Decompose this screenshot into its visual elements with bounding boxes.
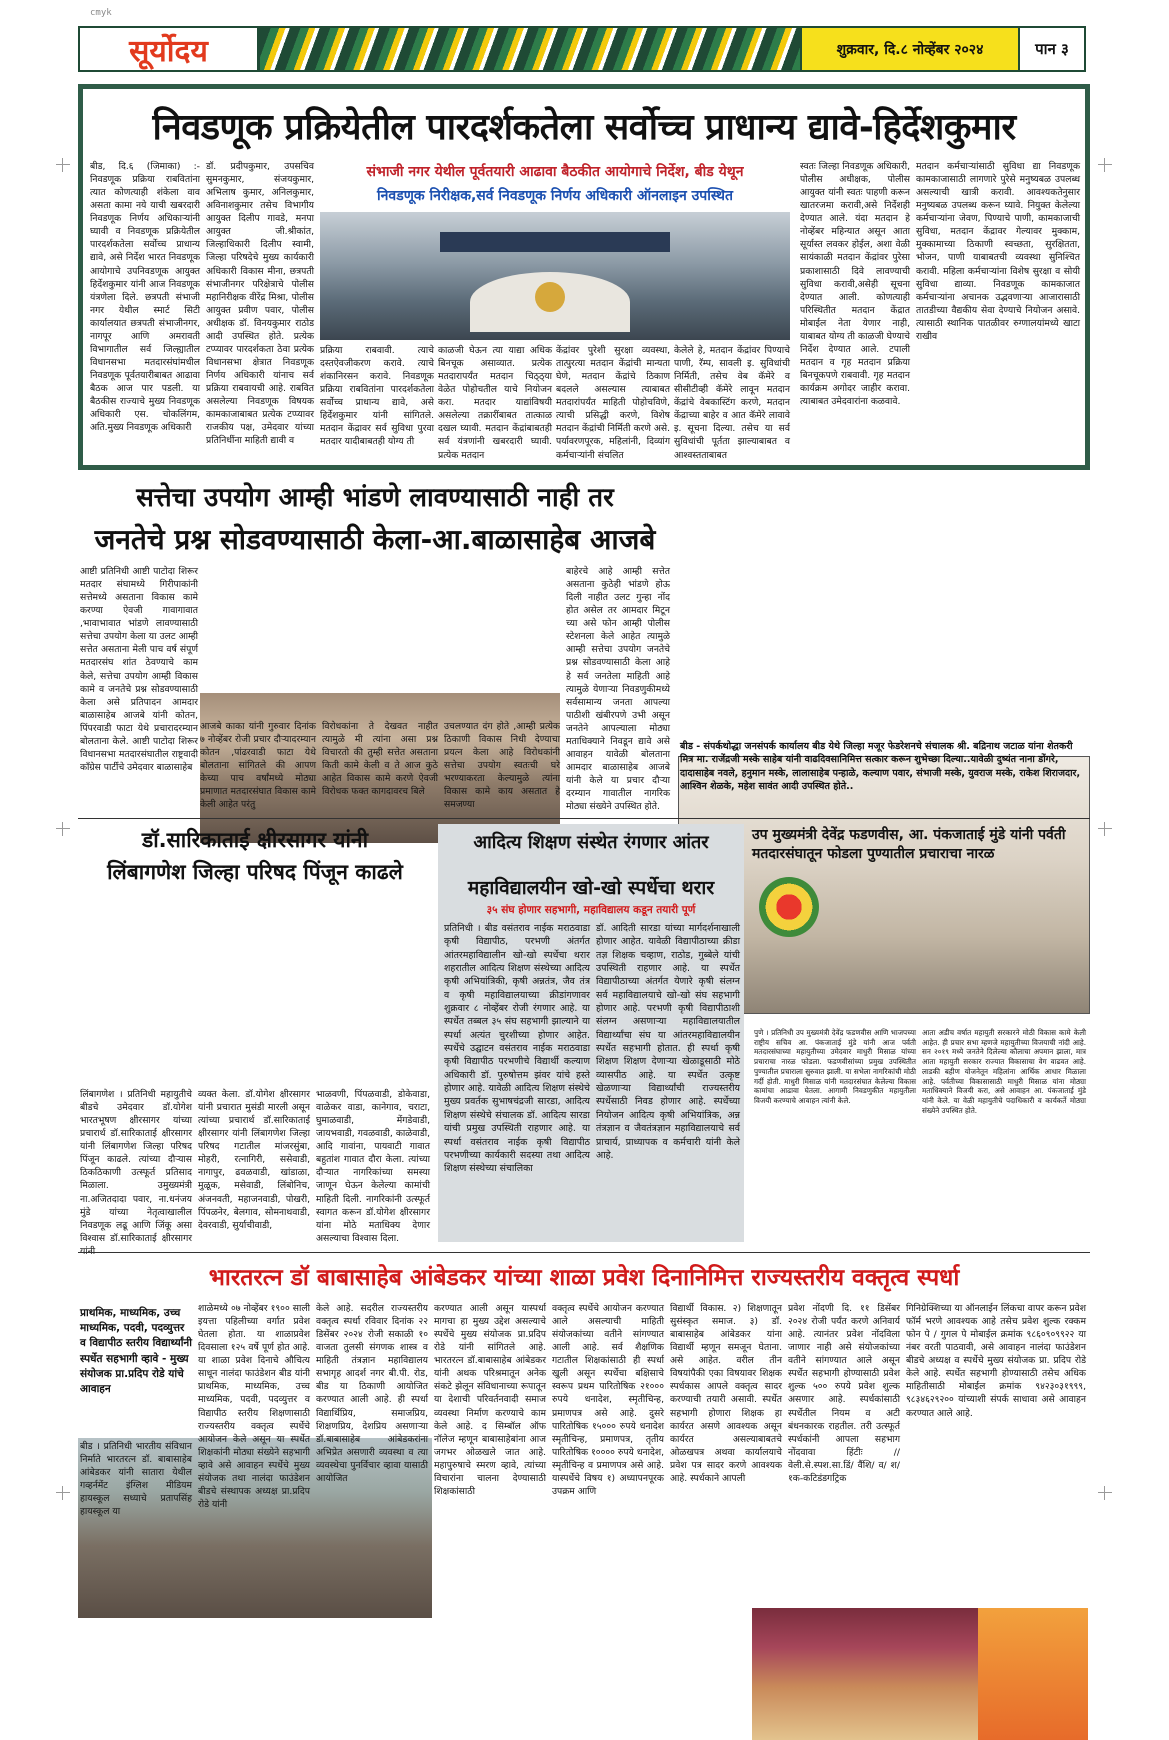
registration-mark [1098,1486,1112,1500]
ajabe-col-4: उचलण्यात दंग होते ,आम्ही प्रत्येक ठिकाणी विकास निधी देण्याचा प्रयत्न केला आहे विरोधकांनी सत्तेचा उपयोग स्वतःची घरे भरण्याकरता केल्यामुळे त्यांना विकास कामे काय असतात हे समजण्या [444,721,560,811]
ajabe-headline-2: जनतेचे प्रश्न सोडवण्यासाठी केला-आ.बाळासाहेब आजबे [94,523,656,556]
lead-col-5: केंद्रांवर पुरेशी सुरक्षा व्यवस्था, तात्पुरत्या मतदान केंद्रांची मान्यता घेणे, मतदान केंद्रांचे ठिकाण बदलले असल्यास त्याबाबत मतदारांपर्यंत माहिती पोहोचविणे, त्याची प्रसिद्धी करणे, विशेष मतदान केंद्रांची निर्मिती करणे असे. पर्यावरणपूरक, महिलांनी, दिव्यांग कर्मचाऱ्यांनी संचलित [556,345,670,461]
kho-subhead: ३५ संघ होणार सहभागी, महाविद्यालय कडून तयारी पूर्ण [486,904,696,916]
ajabe-col-1: आष्टी प्रतिनिधी आष्टी पाटोदा शिरूर मतदार संघामध्ये गिरीपाकांनी सत्तेमध्ये असताना विकास कामे करण्या ऐवजी गावागावात ,भावाभावात भांडणे लावण्यासाठी सत्तेचा उपयोग केला या उलट आम्ही सत्तेत असताना मेली पाच वर्ष संपूर्ण मतदारसंघ शांत ठेवण्याचे काम केले, सत्तेचा उपयोग आम्ही विकास कामे व जनतेचे प्रश्न सोडवण्यासाठी केला असे प्रतिपादन आमदार बाळासाहेब आजबे यांनी कोतन, पिंपरवाडी फाटा येथे प्रचारादरम्यान बोलताना केले. आष्टी पाटोदा शिरूर विधानसभा मतदारसंघातील राष्ट्रवादी काँग्रेस पार्टीचे उमेदवार बाळासाहेब [80,566,198,773]
kho-headline-2: महाविद्यालयीन खो-खो स्पर्धेचा थरार [467,877,715,899]
lead-headline: निवडणूक प्रक्रियेतील पारदर्शकतेला सर्वोच्च प्राधान्य द्यावे-हिर्देशकुमार [152,107,1016,148]
ambedkar-col-3: केले आहे. सदरील राज्यस्तरीय वक्तृत्व स्पर्धा रविवार दिनांक २२ डिसेंबर २०२४ रोजी सकाळी १० वाजता तुलसी संगणक शास्त्र व माहिती तंत्रज्ञान महाविद्यालय सभागृह आदर्श नगर बी.पी. रोड, बीड या ठिकाणी आयोजित करण्यात आली आहे. ही स्पर्धा विद्यार्थिप्रिय, समाजप्रिय, शिक्षणप्रिय, देशप्रिय असणाऱ्या डॉ.बाबासाहेब आंबेडकरांना अभिप्रेत असणारी व्यवस्था व त्या व्यवस्थेचा पुनर्विचार व्हावा यासाठी आयोजित [316,1303,428,1484]
ambedkar-col-5: वक्तृत्व स्पर्धेचे आयोजन करण्यात आले असल्याची माहिती संयोजकांच्या वतीने सांगण्यात आली आहे. सर्व शैक्षणिक गटातील शिक्षकांसाठी ही स्पर्धा खुली असून स्पर्धेचा बक्षिसाचे स्वरूप प्रथम पारितोषिक २१००० रुपये धनादेश, स्मृतीचिन्ह, प्रमाणपत्र असे आहे. दुसरे पारितोषिक १५००० रुपये धनादेश स्मृतीचिन्ह, प्रमाणपत्र, तृतीय पारितोषिक १०००० रुपये धनादेश, स्मृतीचिन्ह व प्रमाणपत्र असे आहे. यास्पर्धेचे विषय १) अध्यापनपूरक उपक्रम आणि [552,1303,664,1497]
lead-col-7: स्वतः जिल्हा निवडणूक अधिकारी, पोलीस अधीक्षक, पोलीस आयुक्त यांनी स्वतः पाहणी करून खातरजमा करावी,असे निर्देशही देण्यात आले. यंदा मतदान हे नोव्हेंबर महिन्यात असून आता सूर्यास्त लवकर होईल, अशा वेळी सायंकाळी मतदान केंद्रांवर पुरेसा प्रकाशासाठी दिवे लावण्याची सुविधा करावी,असेही सूचना देण्यात आली. कोणत्याही परिस्थितीत मतदान केंद्रात मोबाईल नेता येणार नाही, याबाबत योग्य ती काळजी घेण्याचे निर्देश देण्यात आले. टपाली मतदान व गृह मतदान प्रक्रिया बिनचूकपणे राबवावी. गृह मतदान कार्यक्रम अगोदर जाहीर करावा. त्याबाबत उमेदवारांना कळवावे. [800,161,910,408]
lead-col-1: बीड, दि.६ (जिमाका) :- निवडणूक प्रक्रिया राबवितांना त्यात कोणत्याही शंकेला वाव असता कामा नये याची खबरदारी निवडणूक निर्णय अधिकाऱ्यांनी घ्यावी व निवडणूक प्रक्रियेतील पारदर्शकतेला सर्वोच्च प्राधान्य द्यावे, असे निर्देश भारत निवडणूक आयोगाचे उपनिवडणूक आयुक्त हिर्देशकुमार यांनी आज निवडणूक यंत्रणेला दिले. छत्रपती संभाजी नगर येथील स्मार्ट सिटी कार्यालयात छत्रपती संभाजीनगर, नागपूर आणि अमरावती विभागातील सर्व जिल्ह्यातील विधानसभा मतदारसंघांमधील निवडणूक पूर्वतयारीबाबत आढावा बैठक आज पार पडली. या बैठकीस राज्याचे मुख्य निवडणूक अधिकारी एस. चोकलिंगम, अति.मुख्य निवडणूक अधिकारी [90,161,200,434]
issue-date: शुक्रवार, दि.८ नोव्हेंबर २०२४ [800,28,1018,70]
ambedkar-headline: भारतरत्न डॉ बाबासाहेब आंबेडकर यांच्या शाळा प्रवेश दिनानिमित्त राज्यस्तरीय वक्तृत्व स्पर्धा [208,1265,960,1291]
kho-col-2: डॉ. आदिती सारडा यांच्या मार्गदर्शनाखाली होणार आहेत. यावेळी विद्यापीठाच्या क्रीडा तज्ञ शिक्षक चव्हाण, राठोड, गुब्बेले यांची उपस्थिती राहणार आहे. या स्पर्धेत विद्यापीठाच्या अंतर्गत येणारे कृषी संलग्न सर्व महाविद्यालयाचे खो-खो संघ सहभागी होणार आहे. परभणी कृषी विद्यापीठाशी संलग्न असणाऱ्या महाविद्यालयातील विद्यार्थ्यांचा संघ या आंतरमहाविद्यालयीन स्पर्धेत सहभागी होतात. ही स्पर्धा कृषी शिक्षण शिक्षण देणाऱ्या खेळाडूसाठी मोठे व्यासपीठ आहे. या स्पर्धेत उत्कृष्ट खेळणाऱ्या विद्यार्थ्यांची राज्यस्तरीय स्पर्धेसाठी निवड होणार आहे. स्पर्धेच्या नियोजन आदित्य कृषी अभियांत्रिक, अन्न तंत्रज्ञान व जैवतंत्रज्ञान महाविद्यालयाचे सर्व प्राचार्य, प्राध्यापक व कर्मचारी यांनी केले आहे. [596,923,740,1161]
ambedkar-col-7: प्रवेश नोंदणी दि. ११ डिसेंबर २०२४ रोजी पर्यंत करणे अनिवार्य आहे. त्यानंतर प्रवेश नोंदविला जाणार नाही असे संयोजकांच्या वतीने सांगण्यात आले असून स्पर्धेत सहभागी होण्यासाठी प्रवेश शुल्क ५०० रुपये प्रवेश शुल्क असणार आहे. स्पर्धकांसाठी स्पर्धेतील नियम व अटी बंधनकारक राहतील. तरी उत्स्फूर्त स्पर्धकांनी आपला सहभाग नोंदवावा हिंटीः // वेली.से.स्पश.सा.डिं/ वैंशि/ व/ श/१क-कटिडंडगट्रिक [788,1303,900,1484]
lead-col-3: प्रक्रिया राबवावी. त्याचे दस्तऐवजीकरण करावे. त्याचे शंकानिरसन करावे. निवडणूक प्रक्रिया राबवितांना पारदर्शकतेला सर्वोच्च प्राधान्य द्यावे, असे हिर्देशकुमार यांनी सांगितले. मतदान केंद्रावर सर्व सुविधा पुरवा मतदार यादीबाबतही योग्य ती [320,345,434,448]
registration-mark [56,822,70,836]
ambedkar-col-1: बीड । प्रतिनिधी भारतीय संविधान निर्माते भारतरत्न डॉ. बाबासाहेब आंबेडकर यांनी सातारा येथील गव्हर्नमेंट इंग्लिश मीडियम हायस्कूल सध्याचे प्रतापसिंह हायस्कूल या [80,1441,192,1518]
kho-headline-1: आदित्य शिक्षण संस्थेत रंगणार आंतर [473,832,709,853]
ajabe-col-5: बाहेरचे आहे आम्ही सत्तेत असताना कुठेही भांडणे होऊ दिली नाहीत उलट गुन्हा नोंद होत असेल तर आमदार मिटून च्या असे फोन आम्ही पोलीस स्टेशनला केले आहेत त्यामुळे आम्ही सत्तेचा उपयोग जनतेचे प्रश्न सोडवण्यासाठी केला आहे हे सर्व जनतेला माहिती आहे त्यामुळे येणाऱ्या निवडणुकीमध्ये सर्वसामान्य जनता आपल्या पाठीशी खंबीरपणे उभी असून जनतेने आपल्याला मोठ्या मताधिक्याने निवडून द्यावे असे आवाहन यावेळी बोलताना आमदार बाळासाहेब आजबे यांनी केले या प्रचार दौऱ्या दरम्यान गावातील नागरिक मोठ्या संख्येने उपस्थित होते. [566,566,670,813]
ajabe-col-2: आजबे काका यांनी गुरुवार दिनांक ७ नोव्हेंबर रोजी प्रचार दौऱ्यादरम्यान कोतन ,पांढरवाडी फाटा येथे बोलताना सांगितले की आपण केच्या पाच वर्षांमध्ये मोठ्या प्रमाणात मतदारसंघात विकास कामे केली आहेत परंतु [200,721,316,811]
newspaper-logo: सूर्योदय [80,28,260,70]
section-divider [78,1252,1090,1253]
fadnavis-col-2: आता अडीच वर्षात महायुती सरकारने मोठी विकास कामे केली आहेत. ही प्रचार सभा म्हणजे महायुतीच्या विजयाची नांदी आहे. सन २०१९ मध्ये जनतेने दिलेल्या कौलाचा अपमान झाला, मात्र आता महायुती सरकार राज्यात विकासाचा वेग वाढवत आहे. लाडकी बहीण योजनेतून महिलांना आर्थिक आधार मिळाला आहे. पर्वतीच्या विकासासाठी माधुरी मिसाळ यांना मोठ्या मताधिक्याने विजयी करा, असे आवाहन आ. पंकजाताई मुंडे यांनी केले. या वेळी महायुतीचे पदाधिकारी व कार्यकर्ते मोठ्या संख्येने उपस्थित होते. [922,1028,1086,1115]
fadnavis-headline: उप मुख्यमंत्री देवेंद्र फडणवीस, आ. पंकजाताई मुंडे यांनी पर्वती मतदारसंघातून फोडला पुण्यातील प्रचाराचा नारळ [752,827,1066,862]
lead-col-6: केलेले हे, मतदान केंद्रांवर पिण्याचे पाणी, रॅम्प, सावली इ. सुविधांची निर्मिती, तसेच वेब कॅमेरे व सीसीटीव्ही कॅमेरे लावून मतदान केंद्रांचे वेबकास्टिंग करणे, मतदान केंद्राच्या बाहेर व आत कॅमेरे लावावे इ. सूचना दिल्या. तसेच या सर्व सुविधांची पूर्तता झाल्याबाबत व आश्वस्तताबाबत [674,345,790,461]
lead-subhead-1: संभाजी नगर येथील पूर्वतयारी आढावा बैठकीत आयोगाचे निर्देश, बीड येथून [366,164,744,180]
fadnavis-col-1: पुणे । प्रतिनिधी उप मुख्यमंत्री देवेंद्र फडणवीस आणि भाजपच्या राष्ट्रीय सचिव आ. पंकजाताई मुंडे यांनी आज पर्वती मतदारसंघाच्या महायुतीच्या उमेदवार माधुरी मिसाळ यांच्या प्रचाराचा नारळ फोडला. फडणवीसांच्या प्रमुख उपस्थितीत पुण्यातील प्रचाराला सुरुवात झाली. या सभेला नागरिकांची मोठी गर्दी होती. माधुरी मिसाळ यांनी मतदारसंघात केलेल्या विकास कामांचा आढावा घेतला. आगामी निवडणुकीत महायुतीला विजयी करण्याचे आवाहन त्यांनी केले. [754,1028,916,1106]
masthead-stripes [260,28,800,70]
ambedkar-col-6: विद्यार्थी विकास. २) शिक्षणातून सुसंस्कृत समाज. ३) डॉ. बाबासाहेब आंबेडकर यांना विद्यार्थी म्हणून समजून घेताना. असे आहेत. वरील तीन विषयांपैकी एका विषयावर शिक्षक स्पर्धकास आपले वक्तृत्व सादर करण्याची तयारी असावी. स्पर्धेत सहभागी होणारा शिक्षक हा कार्यरत असणे आवश्यक असून कार्यरत असल्याबाबतचे ओळखपत्र अथवा कार्यालयाचे प्रवेश पत्र सादर करणे आवश्यक आहे. स्पर्धकाने आपली [670,1303,782,1484]
kho-col-1: प्रतिनिधी । बीड वसंतराव नाईक मराठवाडा कृषी विद्यापीठ, परभणी अंतर्गत आंतरमहाविद्यालीन खो-खो स्पर्धेचा थरार शहरातील आदित्य शिक्षण संस्थेच्या आदित्य कृषी अभियांत्रिकी, कृषी अन्नतंत्र, जैव तंत्र व कृषी महाविद्यालयाच्या क्रीडांगणावर शुक्रवार ८ नोव्हेंबर रोजी रंगणार आहे. या स्पर्धेत तब्बल ३५ संघ सहभागी झाल्याने या स्पर्धा अत्यंत चुरशीच्या होणार आहेत. स्पर्धेचे उद्घाटन वसंतराव नाईक मराठवाडा कृषी विद्यापीठ परभणीचे विद्यार्थी कल्याण अधिकारी डॉ. पुरुषोत्तम झंवर यांचे हस्ते होणार आहे. यावेळी आदित्य शिक्षण संस्थेचे मुख्य प्रवर्तक सुभाषचंद्रजी सारडा, आदित्य शिक्षण संस्थेचे संचालक डॉ. आदित्य सारडा यांची प्रमुख उपस्थिती राहणार आहे. या स्पर्धा वसंतराव नाईक कृषी विद्यापीठ परभणीच्या कार्यकारी सदस्या तथा आदित्य शिक्षण संस्थेच्या संचालिका [444,923,590,1175]
masthead [78,26,1086,72]
lead-subhead-2: निवडणूक निरीक्षक,सर्व निवडणूक निर्णय अधिकारी ऑनलाइन उपस्थित [377,188,733,204]
ambedkar-col-2: शाळेमध्ये ०७ नोव्हेंबर १९०० साली इयत्ता पहिलीच्या वर्गात प्रवेश घेतला होता. या शाळाप्रवेश दिवसाला १२५ वर्षे पूर्ण होत आहे. या शाळा प्रवेश दिनाचे औचित्य साधून नालंदा फाउंडेशन बीड यांनी प्राथमिक, माध्यमिक, उच्च माध्यमिक, पदवी, पदव्युत्तर व विद्यापीठ स्तरीय शिक्षणासाठी राज्यस्तरीय वक्तृत्व स्पर्धेचे आयोजन केले असून या स्पर्धेत शिक्षकांनी मोठ्या संख्येने सहभागी व्हावे असे आवाहन स्पर्धेचे मुख्य संयोजक तथा नालंदा फाउंडेशन बीडचे संस्थापक अध्यक्ष प्रा.प्रदिप रोडे यांनी [198,1303,310,1510]
kshirsagar-col-1: लिंबागणेश । प्रतिनिधी महायुतीचे बीडचे उमेदवार डॉ.योगेश भारतभूषण क्षीरसागर यांच्या प्रचारार्थ डॉ.सारिकाताई क्षीरसागर यांनी लिंबागणेश जिल्हा परिषद पिंजून काढले. त्यांच्या दौऱ्यास ठिकठिकाणी उत्स्फूर्त प्रतिसाद मिळाला. उमुख्यमंत्री ना.अजितदादा पवार, ना.धनंजय मुंडे यांच्या नेतृत्वाखालील निवडणूक लढू आणि जिंकू असा विश्वास डॉ.सारिकाताई क्षीरसागर [80,1089,192,1244]
kshirsagar-col-2: व्यक्त केला. डॉ.योगेश क्षीरसागर यांनी प्रचारात मुसंडी मारली असून त्यांच्या प्रचारार्थ डॉ.सारिकाताई क्षीरसागर यांनी लिंबागणेश जिल्हा परिषद गटातील मांजरसुंबा, मोहरी, रत्नागिरी, ससेवाडी, नागापुर, ढवळवाडी, खांडाळा, मुळूक, मसेवाडी, लिंबोनिच, अंजनवती, महाजनवाडी, पोखरी, पिंपळनेर, बेलगाव, सोमनाथवाडी, देवरवाडी, सुर्याचीवाडी, [198,1089,310,1231]
lead-col-4: काळजी घेऊन त्या याद्या अधिक बिनचूक असाव्यात. प्रत्येक मतदारापर्यंत मतदान चिठ्ठ्या वेळेत पोहोचतील याचे नियोजन करा. मतदार याद्यांविषयी असलेल्या तक्रारींबाबत तात्काळ दखल घ्यावी. मतदान केंद्रांबाबतही सर्व यंत्रणांनी खबरदारी घ्यावी. प्रत्येक मतदान [438,345,552,461]
registration-mark [56,158,70,172]
ambedkar-intro: प्राथमिक, माध्यमिक, उच्च माध्यमिक, पदवी, पदव्युत्तर व विद्यापीठ स्तरीय विद्यार्थ्यांनी स्पर्धेत सहभागी व्हावे - मुख्य संयोजक प्रा.प्रदिप रोडे यांचे आवाहन [80,1307,192,1396]
section-divider [78,818,1090,819]
registration-mark [1098,158,1112,172]
ambedkar-col-4: करण्यात आली असून यास्पर्धा मागचा हा मुख्य उद्देश असल्याचे स्पर्धेचे मुख्य संयोजक प्रा.प्रदिप रोडे यांनी सांगितले आहे. भारतरत्न डॉ.बाबासाहेब आंबेडकर यांनी अथक परिश्रमातून अनेक संकटे झेलून संविधानाच्या रूपातून या देशाची परिवर्तनवादी समाज व्यवस्था निर्माण करण्याचे काम केले आहे. द सिम्बॉल ऑफ नॉलेज म्हणून बाबासाहेबांना आज जगभर ओळखले जात आहे. महापुरुषाचे स्मरण व्हावे, त्यांच्या विचारांना चालना देण्यासाठी शिक्षकांसाठी [434,1303,546,1497]
registration-mark [56,1486,70,1500]
color-bar-top: cmyk [90,8,112,18]
kshirsagar-col-3: भाळवणी, पिंपळवाडी, डोकेवाडा, वाळेकर वाडा, कानेगाव, चराटा, घुमाळवाडी, मेंगडेवाडी, जायभवाडी, गवळवाडी, काळेवाडी, आदि गावांना, पायवाटी गावात बहुतांश गावात दौरा केला. त्यांच्या दौऱ्यात नागरिकांच्या समस्या जाणून घेऊन केलेल्या कामांची माहिती दिली. नागरिकांनी उत्स्फूर्त स्वागत करून डॉ.योगेश क्षीरसागर यांना मोठे मताधिक्य देणार असल्याचा विश्वास दिला. [316,1089,430,1244]
ajabe-headline-1: सत्तेचा उपयोग आम्ही भांडणे लावण्यासाठी नाही तर [136,483,614,513]
lead-col-2: डॉ. प्रदीपकुमार, उपसचिव सुमनकुमार, संजयकुमार, अभिलाष कुमार, अनिलकुमार, अविनाशकुमार तसेच विभागीय आयुक्त दिलीप गावडे, मनपा आयुक्त जी.श्रीकांत, जिल्हाधिकारी दिलीप स्वामी, जिल्हा परिषदेचे मुख्य कार्यकारी अधिकारी विकास मीना, छत्रपती संभाजीनगर परिक्षेत्राचे पोलीस महानिरीक्षक वीरेंद्र मिश्रा, पोलीस आयुक्त प्रवीण पवार, पोलीस अधीक्षक डॉ. विनयकुमार राठोड आदी उपस्थित होते. प्रत्येक टप्प्यावर पारदर्शकता ठेवा प्रत्येक विधानसभा क्षेत्रात निवडणूक निर्णय अधिकारी यांनाच सर्व प्रक्रिया राबवायची आहे. राबवित असलेल्या निवडणूक विषयक कामकाजाबाबत प्रत्येक टप्प्यावर राजकीय पक्ष, उमेदवार यांच्या प्रतिनिधींना माहिती द्यावी व [206,161,314,447]
meeting-photo [320,212,790,340]
lead-col-8: मतदान कर्मचाऱ्यांसाठी सुविधा द्या निवडणूक कामकाजासाठी लागणारे पुरेसे मनुष्यबळ उपलब्ध असल्याची खात्री करावी. आवश्यकतेनुसार मनुष्यबळ उपलब्ध करून घ्यावे. नियुक्त केलेल्या कर्मचाऱ्यांना जेवण, पिण्याचे पाणी, कामकाजाची सुविधा, मतदान केंद्रावर गेल्यावर मुक्काम, मुक्कामाच्या ठिकाणी स्वच्छता, सुरक्षितता, भोजन, पाणी याबाबतची व्यवस्था सुनिश्चित करावी. महिला कर्मचाऱ्यांना विशेष सुरक्षा व सोयी सुविधा द्याव्या. निवडणूक कामकाजात कर्मचाऱ्यांना अचानक उद्भवणाऱ्या आजारासाठी तातडीच्या वैद्यकीय सेवा देण्याचे नियोजन असावे. त्यासाठी स्थानिक पातळीवर रुग्णालयांमध्ये खाटा राखीव [916,161,1080,342]
felicitation-caption: बीड - संपर्कथोद्धा जनसंपर्क कार्यालय बीड येथे जिल्हा मजूर फेडरेशनचे संचालक श्री. बद्रिनाथ जटाळ यांना शेतकरी मित्र मा. राजेंद्रजी मस्के साहेब यांनी वाढदिवसानिमित्त सत्कार करून शुभेच्छा दिल्या..यावेळी दुष्यंत नाना डोंगरे, दादासाहेब नवले, हनुमान मस्के, लालासाहेब पन्हाळे, कल्याण पवार, संभाजी मस्के, युवराज मस्के, राकेश शिराजदार, आश्विन शेळके, महेश सावंत आदी उपस्थित होते.. [680,741,1081,792]
ambedkar-col-8: गिनिग्रेक्शिच्या या ऑनलाईन लिंकचा वापर करून प्रवेश फॉर्म भरणे आवश्यक आहे तसेच प्रवेश शुल्क रक्कम फोन पे / गुगल पे मोबाईल क्रमांक ९८६०९०९९२२ या नंबर वरती पाठवावी, असे आवाहन नालंदा फाउंडेशन बीडचे अध्यक्ष व स्पर्धेचे मुख्य संयोजक प्रा. प्रदिप रोडे केले आहे. स्पर्धेत सहभागी होण्यासाठी तसेच अधिक माहितीसाठी मोबाईल क्रमांक ९४२३०३१९९९, ९८३४६२९२०० यांच्याशी संपर्क साधावा असे आवाहन करण्यात आले आहे. [906,1303,1086,1419]
kshirsagar-headline-2: लिंबागणेश जिल्हा परिषद पिंजून काढले [107,860,403,884]
kshirsagar-headline-1: डॉ.सारिकाताई क्षीरसागर यांनी [141,828,369,852]
registration-mark [1098,822,1112,836]
ajabe-col-3: विरोधकांना ते देखवत नाहीत त्यामुळे मी त्यांना असा प्रश्न विचारतो की तुम्ही सत्तेत असताना किती कामे केली व ते आज कुठे आहेत विकास कामे करणे ऐवजी विरोधक फक्त कागदावरच बिले [322,721,438,798]
page-number: पान ३ [1018,28,1084,70]
